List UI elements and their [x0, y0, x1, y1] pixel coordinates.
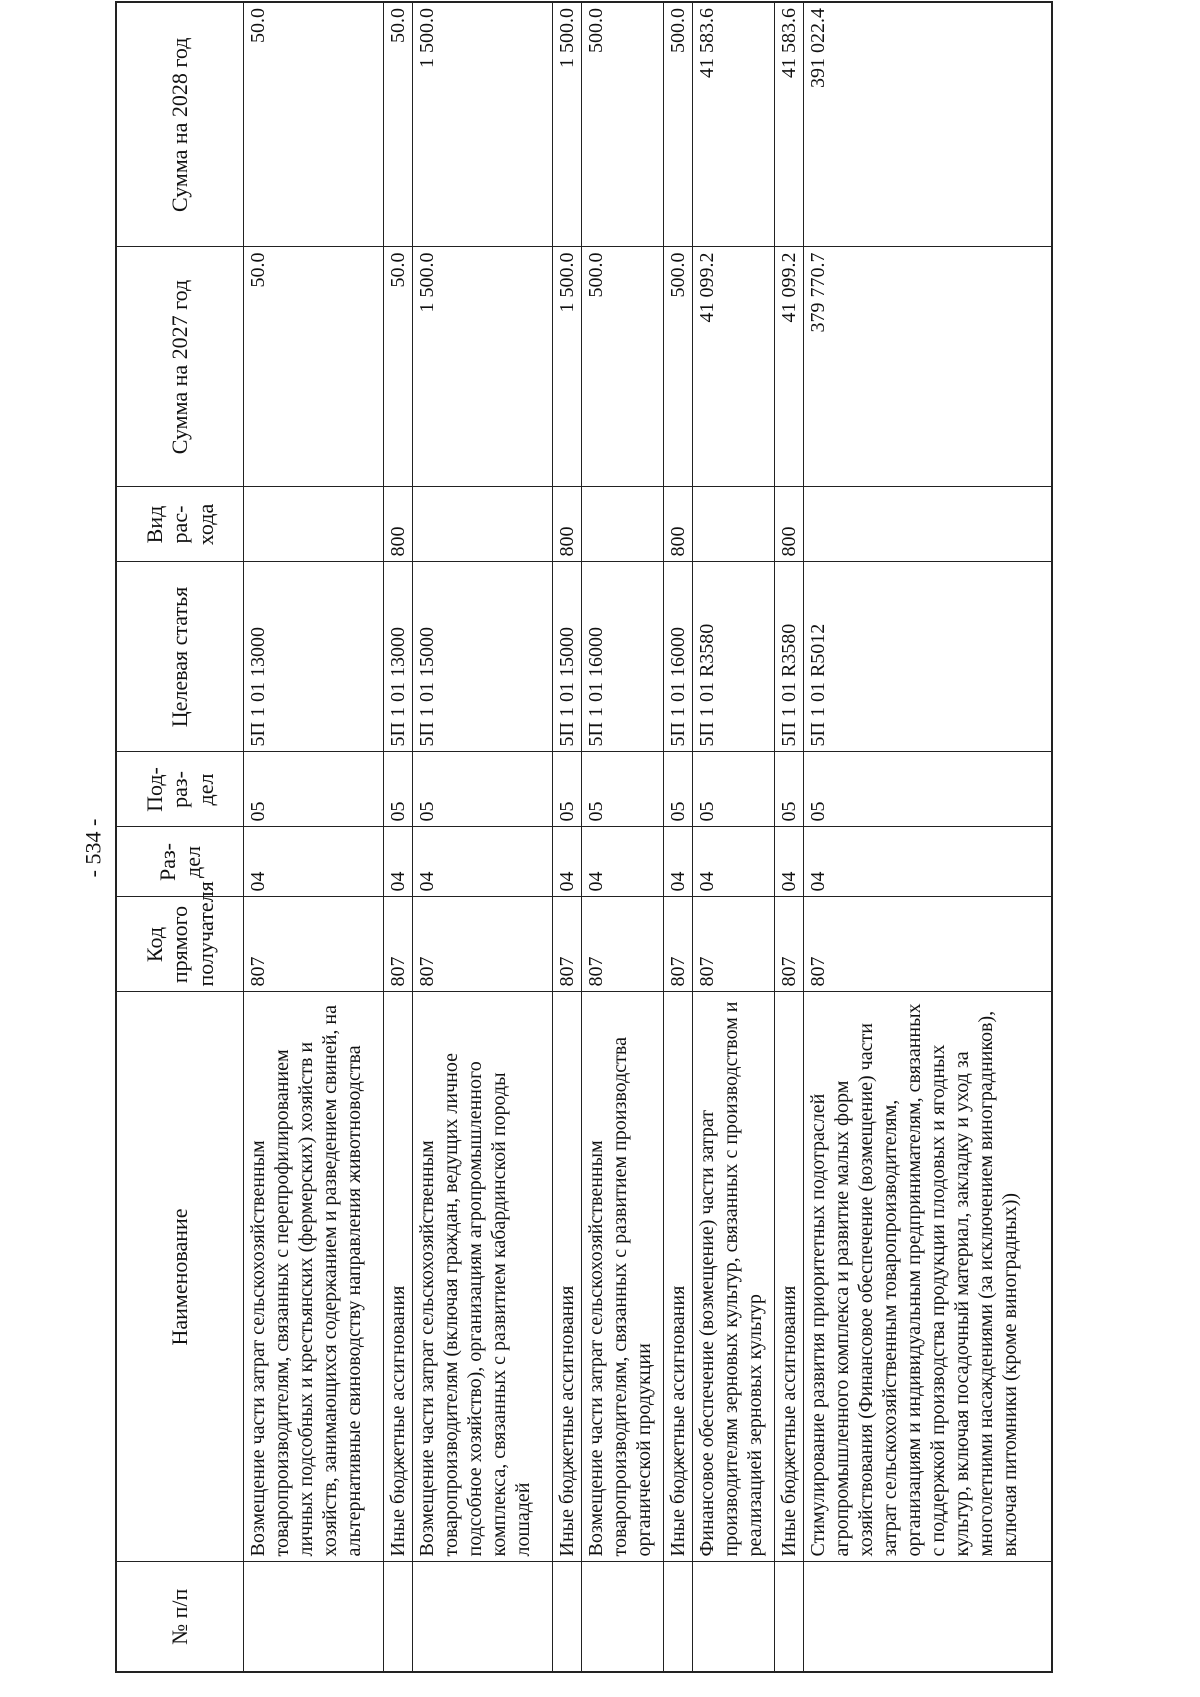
cell-recipient: 807	[582, 897, 664, 992]
cell-razdel: 04	[775, 827, 804, 897]
cell-article: 5П 1 01 13000	[244, 562, 384, 752]
table-row	[384, 2, 413, 1672]
cell-sum2028: 500.0	[582, 2, 664, 247]
table-row	[244, 2, 384, 1672]
col-podrazdel: Под-раз-дел	[116, 752, 244, 827]
cell-podrazdel: 05	[804, 752, 1052, 827]
cell-expense: 800	[553, 487, 582, 562]
cell-name: Иные бюджетные ассигнования	[775, 992, 804, 1562]
cell-sum2028: 391 022.4	[804, 2, 1052, 247]
cell-name: Возмещение части затрат сельскохозяйственным товаропроизводителям (включая граждан, ведущих личное подсобное хозяйство), организациям агропромышленного комплекса, связанных с развитием кабардинской породы лошадей	[413, 992, 553, 1562]
cell-sum2028: 41 583.6	[775, 2, 804, 247]
table-row	[664, 2, 693, 1672]
cell-article: 5П 1 01 15000	[553, 562, 582, 752]
cell-sum2027: 41 099.2	[693, 247, 775, 487]
cell-num	[413, 1562, 553, 1672]
cell-recipient: 807	[804, 897, 1052, 992]
cell-article: 5П 1 01 R3580	[693, 562, 775, 752]
table-row	[553, 2, 582, 1672]
cell-razdel: 04	[693, 827, 775, 897]
cell-sum2027: 41 099.2	[775, 247, 804, 487]
cell-razdel: 04	[664, 827, 693, 897]
cell-num	[664, 1562, 693, 1672]
cell-podrazdel: 05	[244, 752, 384, 827]
table-row	[775, 2, 804, 1672]
cell-recipient: 807	[384, 897, 413, 992]
cell-name: Финансовое обеспечение (возмещение) части затрат производителям зерновых культур, связанных с производством и реализацией зерновых культур	[693, 992, 775, 1562]
cell-expense	[582, 487, 664, 562]
cell-num	[553, 1562, 582, 1672]
cell-razdel: 04	[804, 827, 1052, 897]
cell-razdel: 04	[413, 827, 553, 897]
cell-expense	[693, 487, 775, 562]
cell-recipient: 807	[693, 897, 775, 992]
cell-num	[775, 1562, 804, 1672]
table-row	[804, 2, 1052, 1672]
cell-name: Иные бюджетные ассигнования	[384, 992, 413, 1562]
cell-name: Стимулирование развития приоритетных подотраслей агропромышленного комплекса и развитие малых форм хозяйствования (Финансовое обеспечение (возмещение) части затрат сельскохозяйственным товаропроизводителям, организациям и индивидуальным предпринимателям, связанных с поддержкой производства продукции плодовых и ягодных культур, включая посадочный материал, закладку и уход за многолетними насаждениями (за исключением виноградников), включая питомники (кроме виноградных))	[804, 992, 1052, 1562]
cell-expense: 800	[664, 487, 693, 562]
col-recipient: Код прямого получателя	[116, 897, 244, 992]
col-sum2028: Сумма на 2028 год	[116, 2, 244, 247]
cell-podrazdel: 05	[693, 752, 775, 827]
cell-razdel: 04	[244, 827, 384, 897]
cell-recipient: 807	[244, 897, 384, 992]
cell-sum2027: 1 500.0	[413, 247, 553, 487]
cell-podrazdel: 05	[384, 752, 413, 827]
table-row	[582, 2, 664, 1672]
cell-article: 5П 1 01 15000	[413, 562, 553, 752]
col-expense: Вид рас-хода	[116, 487, 244, 562]
col-num: № п/п	[116, 1562, 244, 1672]
col-sum2027: Сумма на 2027 год	[116, 247, 244, 487]
cell-podrazdel: 05	[553, 752, 582, 827]
cell-name: Иные бюджетные ассигнования	[553, 992, 582, 1562]
cell-article: 5П 1 01 R3580	[775, 562, 804, 752]
cell-sum2028: 1 500.0	[553, 2, 582, 247]
cell-sum2028: 41 583.6	[693, 2, 775, 247]
cell-expense	[804, 487, 1052, 562]
cell-sum2028: 50.0	[244, 2, 384, 247]
cell-name: Возмещение части затрат сельскохозяйственным товаропроизводителям, связанных с перепрофилированием личных подсобных и крестьянских (фермерских) хозяйств и хозяйств, занимающихся содержанием и разведением свиней, на альтернативные свиноводству направления животноводства	[244, 992, 384, 1562]
cell-sum2027: 1 500.0	[553, 247, 582, 487]
cell-razdel: 04	[553, 827, 582, 897]
cell-podrazdel: 05	[664, 752, 693, 827]
cell-razdel: 04	[384, 827, 413, 897]
cell-name: Возмещение части затрат сельскохозяйственным товаропроизводителям, связанных с развитием производства органической продукции	[582, 992, 664, 1562]
cell-article: 5П 1 01 16000	[582, 562, 664, 752]
cell-recipient: 807	[553, 897, 582, 992]
table-header	[116, 2, 244, 1672]
cell-sum2027: 50.0	[244, 247, 384, 487]
cell-podrazdel: 05	[413, 752, 553, 827]
page-number: - 534 -	[80, 818, 106, 878]
cell-num	[244, 1562, 384, 1672]
table-row	[693, 2, 775, 1672]
cell-sum2027: 50.0	[384, 247, 413, 487]
col-article: Целевая статья	[116, 562, 244, 752]
cell-expense: 800	[775, 487, 804, 562]
rotated-page	[115, 3, 1072, 1673]
budget-table	[115, 1, 1053, 1673]
cell-article: 5П 1 01 16000	[664, 562, 693, 752]
cell-num	[804, 1562, 1052, 1672]
cell-num	[384, 1562, 413, 1672]
col-razdel: Раз-дел	[116, 827, 244, 897]
cell-num	[693, 1562, 775, 1672]
col-name: Наименование	[116, 992, 244, 1562]
cell-name: Иные бюджетные ассигнования	[664, 992, 693, 1562]
table-row	[413, 2, 553, 1672]
cell-article: 5П 1 01 13000	[384, 562, 413, 752]
cell-sum2027: 379 770.7	[804, 247, 1052, 487]
cell-expense: 800	[384, 487, 413, 562]
cell-sum2027: 500.0	[582, 247, 664, 487]
cell-expense	[413, 487, 553, 562]
cell-podrazdel: 05	[582, 752, 664, 827]
cell-article: 5П 1 01 R5012	[804, 562, 1052, 752]
cell-num	[582, 1562, 664, 1672]
cell-sum2028: 50.0	[384, 2, 413, 247]
cell-recipient: 807	[664, 897, 693, 992]
cell-sum2027: 500.0	[664, 247, 693, 487]
cell-razdel: 04	[582, 827, 664, 897]
cell-expense	[244, 487, 384, 562]
cell-sum2028: 500.0	[664, 2, 693, 247]
cell-recipient: 807	[413, 897, 553, 992]
cell-sum2028: 1 500.0	[413, 2, 553, 247]
cell-podrazdel: 05	[775, 752, 804, 827]
cell-recipient: 807	[775, 897, 804, 992]
